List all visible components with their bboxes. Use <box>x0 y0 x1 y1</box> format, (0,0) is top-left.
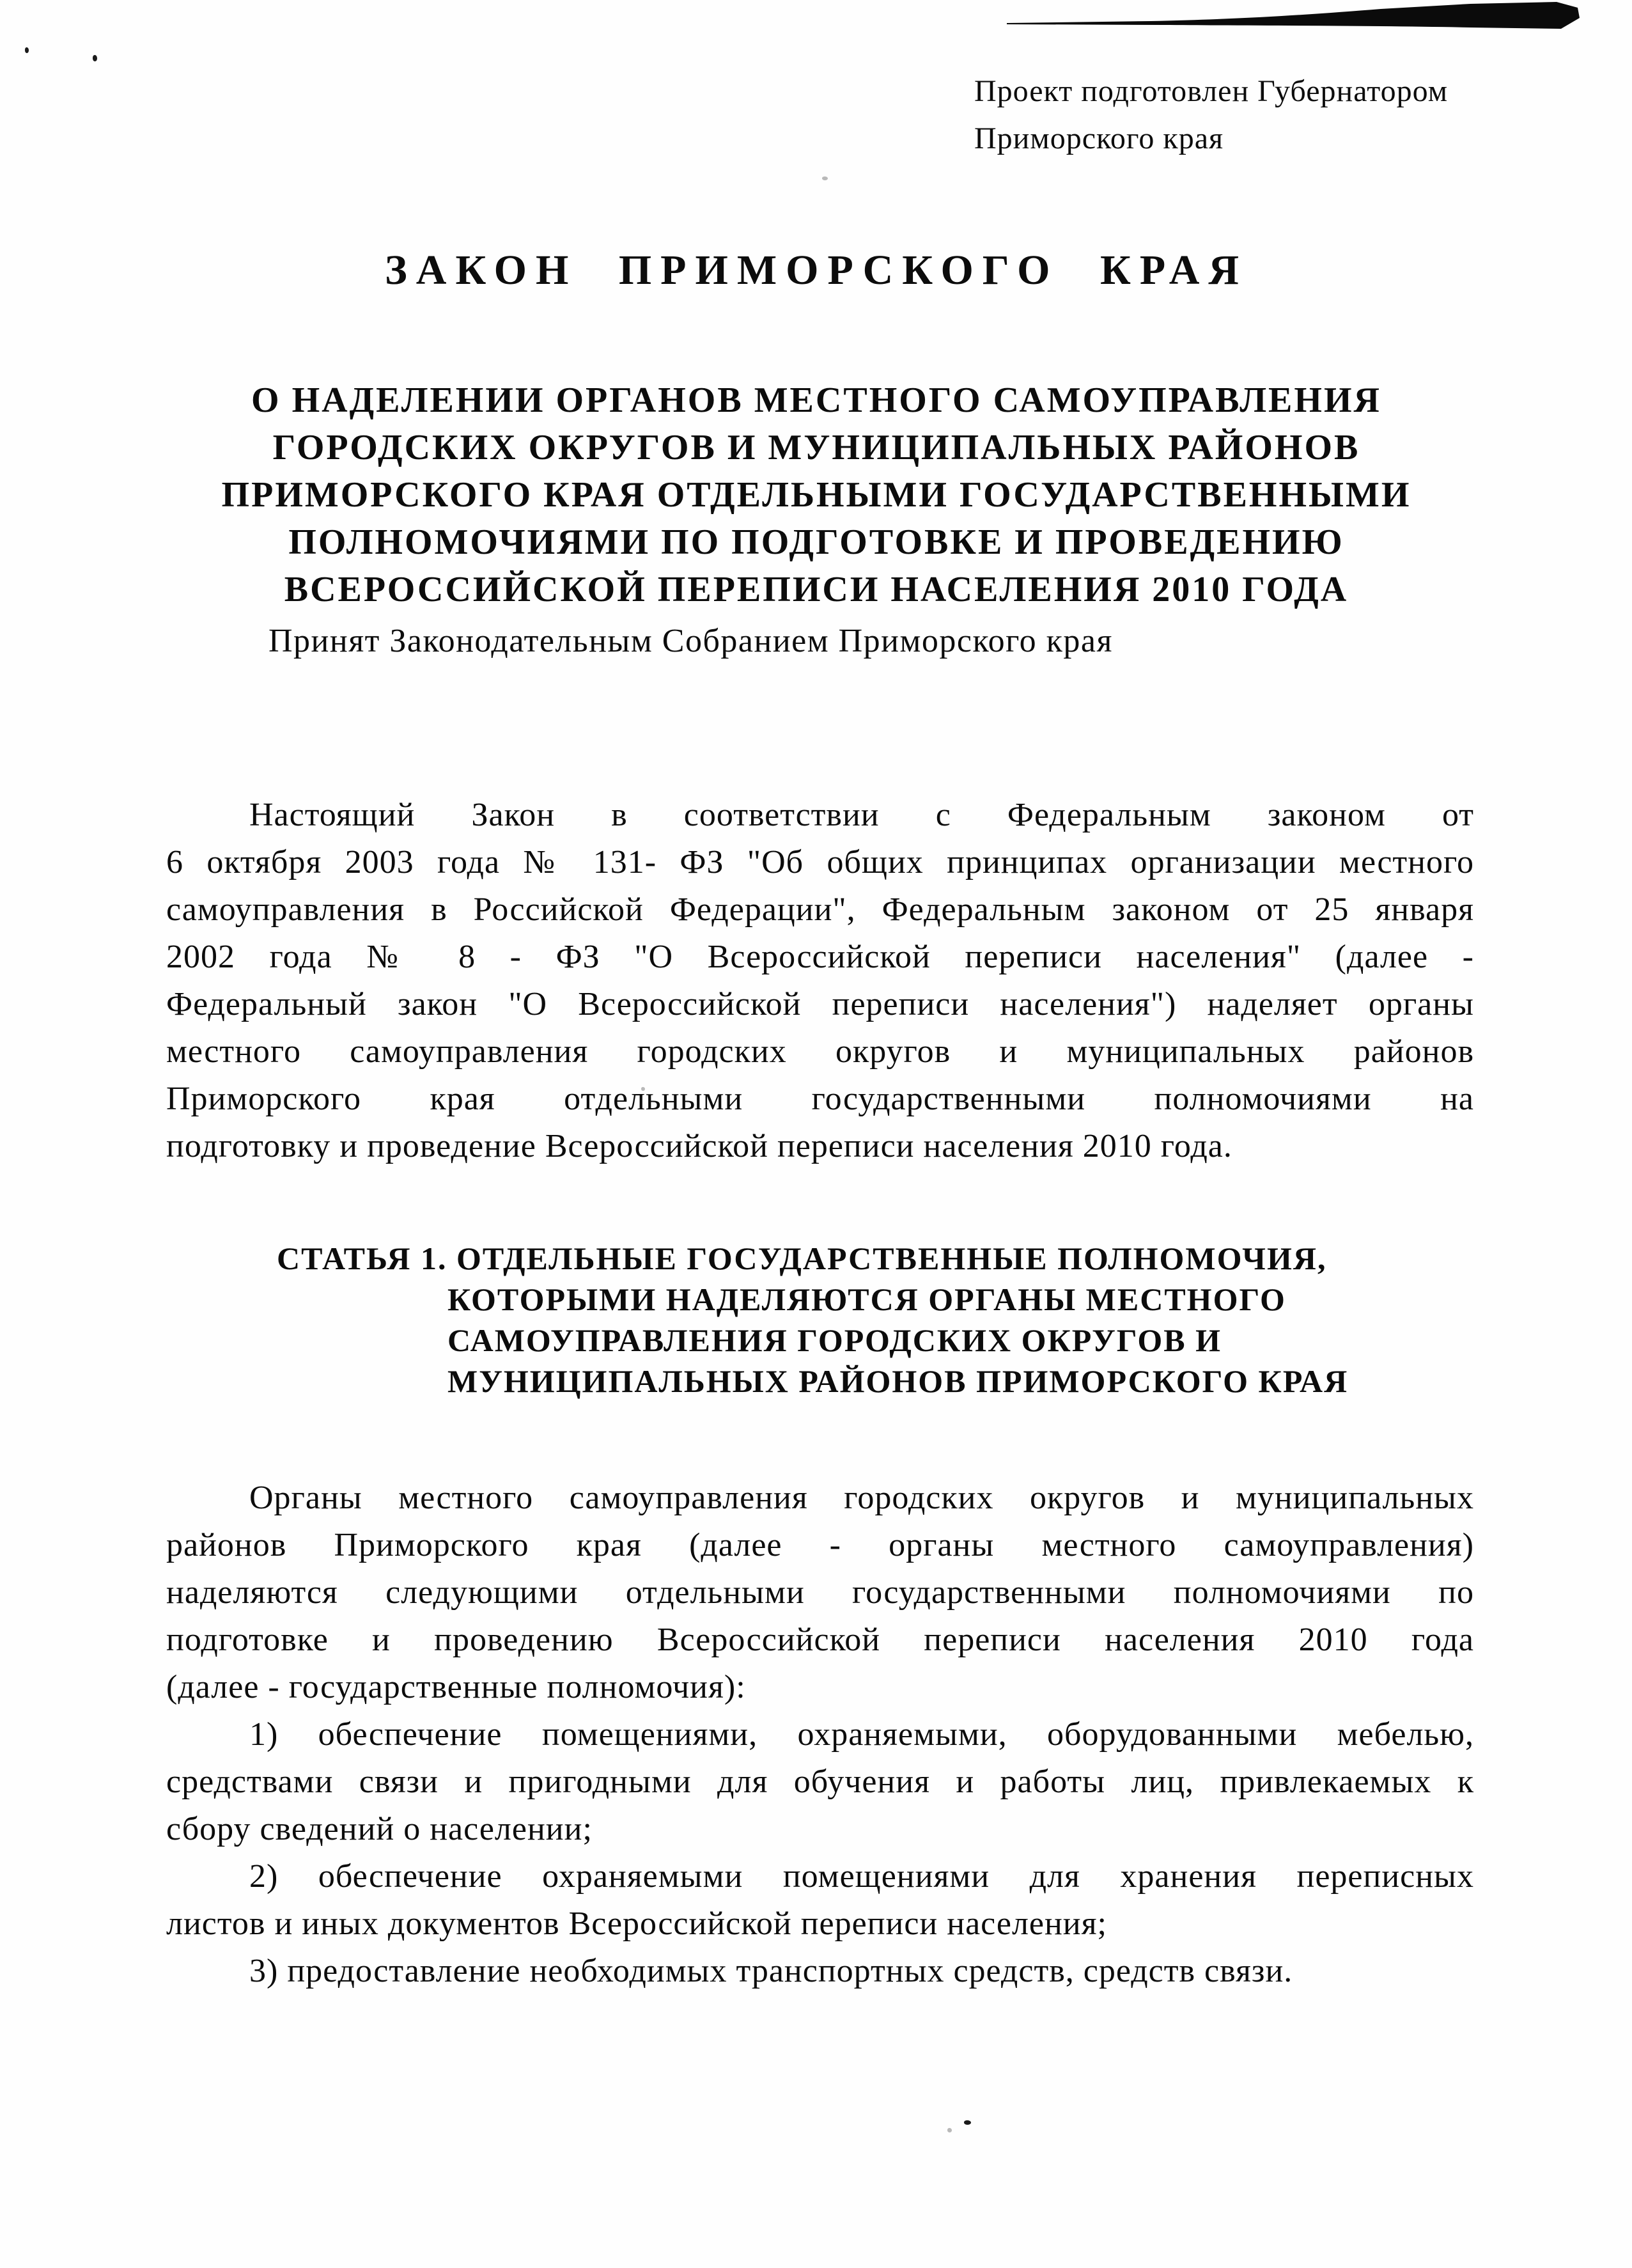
header-note <box>974 72 1448 166</box>
law-subject-title <box>98 381 1534 618</box>
paragraph-line: 2) обеспечение охраняемыми помещениями для хранения переписных <box>249 1858 1474 1895</box>
header-note-line: Приморского края <box>974 121 1224 155</box>
ink-speck <box>822 176 828 180</box>
paragraph-line: Настоящий Закон в соответствии с Федеральным законом от <box>249 797 1474 833</box>
adopted-line: Принят Законодательным Собранием Приморского края <box>268 623 1113 659</box>
ink-speck <box>93 55 97 61</box>
ink-speck <box>947 2128 952 2132</box>
paragraph-line: 1) обеспечение помещениями, охраняемыми, оборудованными мебелью, <box>249 1716 1474 1753</box>
paragraph-line: 2002 года № 8 - ФЗ "О Всероссийской переписи населения" (далее - <box>166 939 1474 975</box>
paragraph-line: сбору сведений о населении; <box>166 1811 593 1847</box>
paragraph-line: местного самоуправления городских округов и муниципальных районов <box>166 1033 1474 1070</box>
ink-streak-artifact <box>0 0 1632 51</box>
law-subject-title-line: ПОЛНОМОЧИЯМИ ПО ПОДГОТОВКЕ И ПРОВЕДЕНИЮ <box>288 522 1344 562</box>
paragraph-line: Органы местного самоуправления городских округов и муниципальных <box>249 1480 1474 1516</box>
law-subject-title-line: ВСЕРОССИЙСКОЙ ПЕРЕПИСИ НАСЕЛЕНИЯ 2010 ГОДА <box>284 570 1349 609</box>
paragraph-line: наделяются следующими отдельными государственными полномочиями по <box>166 1574 1474 1611</box>
law-subject-title-line: О НАДЕЛЕНИИ ОРГАНОВ МЕСТНОГО САМОУПРАВЛЕНИЯ <box>251 380 1381 420</box>
article-1-body <box>166 1474 1474 1995</box>
ink-speck <box>25 47 29 53</box>
paragraph-line: самоуправления в Российской Федерации", Федеральным законом от 25 января <box>166 891 1474 928</box>
paragraph-line: Федеральный закон "О Всероссийской переписи населения") наделяет органы <box>166 986 1474 1022</box>
intro-paragraph <box>166 792 1474 1170</box>
article-heading-line: САМОУПРАВЛЕНИЯ ГОРОДСКИХ ОКРУГОВ И <box>447 1322 1222 1358</box>
article-heading-line: СТАТЬЯ 1. ОТДЕЛЬНЫЕ ГОСУДАРСТВЕННЫЕ ПОЛНОМОЧИЯ, <box>277 1240 1327 1276</box>
paragraph-line: листов и иных документов Всероссийской переписи населения; <box>166 1905 1108 1942</box>
article-heading-line: КОТОРЫМИ НАДЕЛЯЮТСЯ ОРГАНЫ МЕСТНОГО <box>447 1281 1286 1317</box>
law-subject-title-line: ГОРОДСКИХ ОКРУГОВ И МУНИЦИПАЛЬНЫХ РАЙОНОВ <box>272 428 1360 467</box>
ink-speck <box>964 2120 971 2125</box>
paragraph-line: подготовке и проведению Всероссийской переписи населения 2010 года <box>166 1622 1474 1658</box>
paragraph-line: средствами связи и пригодными для обучения и работы лиц, привлекаемых к <box>166 1764 1474 1800</box>
paragraph-line: Приморского края отдельными государственными полномочиями на <box>166 1081 1474 1117</box>
paragraph-line: 3) предоставление необходимых транспортных средств, средств связи. <box>249 1953 1293 1989</box>
paragraph-line: районов Приморского края (далее - органы местного самоуправления) <box>166 1527 1474 1563</box>
law-title: ЗАКОН ПРИМОРСКОГО КРАЯ <box>384 247 1248 293</box>
law-subject-title-line: ПРИМОРСКОГО КРАЯ ОТДЕЛЬНЫМИ ГОСУДАРСТВЕННЫМИ <box>221 475 1411 515</box>
article-heading-line: МУНИЦИПАЛЬНЫХ РАЙОНОВ ПРИМОРСКОГО КРАЯ <box>447 1363 1349 1399</box>
paragraph-line: (далее - государственные полномочия): <box>166 1669 746 1705</box>
paragraph-line: подготовку и проведение Всероссийской переписи населения 2010 года. <box>166 1128 1232 1164</box>
header-note-line: Проект подготовлен Губернатором <box>974 74 1449 108</box>
article-1-heading <box>277 1238 1427 1402</box>
paragraph-line: 6 октября 2003 года № 131- ФЗ "Об общих принципах организации местного <box>166 844 1474 880</box>
